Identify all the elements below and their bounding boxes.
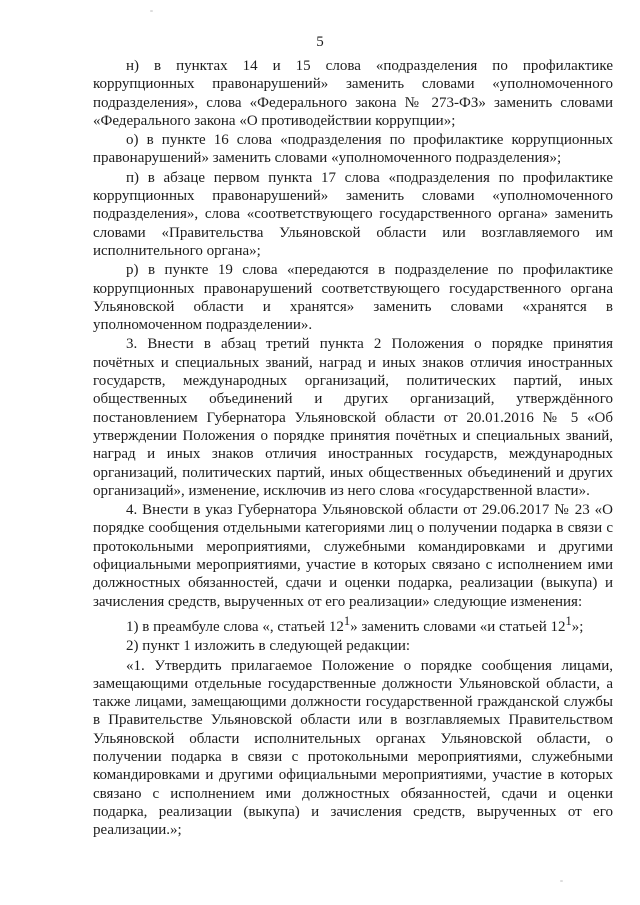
paragraph-item-r: р) в пункте 19 слова «передаются в подразделение по профилактике коррупционных правонарушений соответствующего государственного органа Ульяновской области и хранятся» заменить словами «хранятся в уполномоченном подразделении». [93,262,613,334]
paragraph-item-1 [93,612,613,636]
item1-text-after: »; [571,618,584,635]
paragraph-quote: «1. Утвердить прилагаемое Положение о порядке сообщения лицами, замещающими отдельные государственные должности Ульяновской области, а также лицами, замещающими должности государственной гражданской службы в Правительстве Ульяновской области или в возглавляемых Правительством Ульяновской области исполнительных органах Ульяновской области, о получении подарка в связи с протокольными мероприятиями, служебными командировками и другими официальными мероприятиями, участие в которых связано с исполнением ими должностных обязанностей, сдачи и оценки подарка, реализации (выкупа) и зачисления средств, вырученных от его реализации.»; [93,657,613,839]
item1-superscript-2: 1 [565,613,572,628]
paragraph-item-n: н) в пунктах 14 и 15 слова «подразделения по профилактике коррупционных правонарушений» заменить словами «уполномоченного подразделения», слова «Федерального закона № 273-ФЗ» заменить словами «Федерального закона «О противодействии коррупции»; [93,58,613,129]
paragraph-item-o: о) в пункте 16 слова «подразделения по профилактике коррупционных правонарушений» заменить словами «уполномоченного подразделения»; [93,132,613,167]
scan-speck [600,660,602,662]
paragraph-item-2: 2) пункт 1 изложить в следующей редакции: [126,638,411,655]
paragraph-section-4: 4. Внести в указ Губернатора Ульяновской области от 29.06.2017 № 23 «О порядке сообщения отдельными категориями лиц о получении подарка в связи с протокольными мероприятиями, служебными командировками и другими официальными мероприятиями, участие в которых связано с исполнением ими должностных обязанностей, сдачи и оценки подарка, реализации (выкупа) и зачисления средств, вырученных от его реализации» следующие изменения: [93,502,613,610]
scan-speck [150,10,153,12]
item1-text-middle: » заменить словами «и статьей 12 [350,618,566,635]
document-body [93,57,613,839]
paragraph-section-3: 3. Внести в абзац третий пункта 2 Положения о порядке принятия почётных и специальных званий, наград и иных знаков отличия иностранных государств, международных организаций, политических партий, иных общественных объединений и других организаций, утверждённого постановлением Губернатора Ульяновской области от 20.01.2016 № 5 «Об утверждении Положения о порядке принятия почётных и специальных званий, наград и иных знаков отличия иностранных государств, международных организаций, политических партий, иных общественных объединений и других организаций», изменение, исключив из него слова «государственной власти». [93,336,613,499]
page-number: 5 [316,34,324,50]
paragraph-item-p: п) в абзаце первом пункта 17 слова «подразделения по профилактике коррупционных правонарушений» заменить словами «уполномоченного подразделения», слова «соответствующего государственного органа» заменить словами «Правительства Ульяновской области или возглавляемого им исполнительного органа»; [93,169,613,259]
item1-text-before: 1) в преамбуле слова «, статьей 12 [126,618,344,635]
item1-superscript-1: 1 [343,613,351,628]
scan-speck [560,880,563,882]
